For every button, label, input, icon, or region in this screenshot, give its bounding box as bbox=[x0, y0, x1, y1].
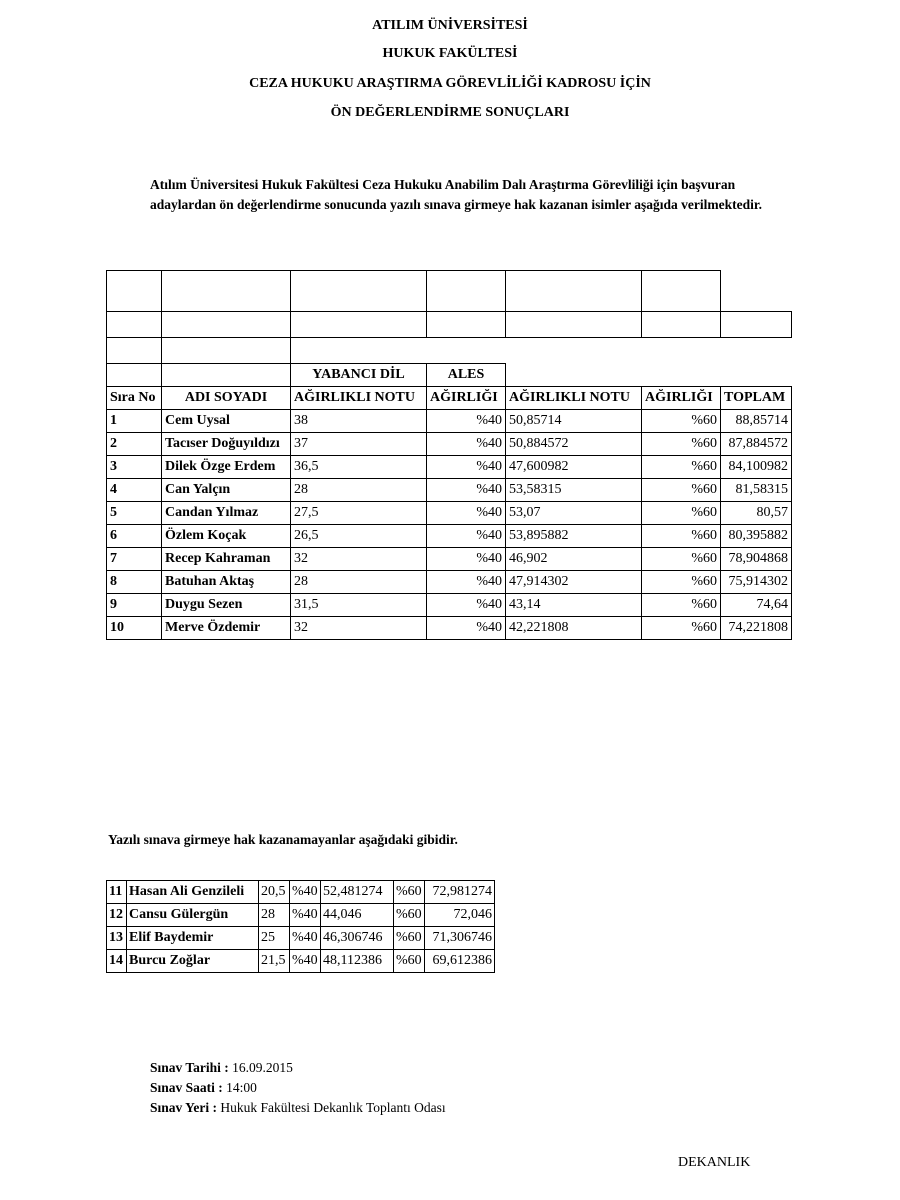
col-header-ales-score: AĞIRLIKLI NOTU bbox=[506, 387, 642, 410]
exam-time: Sınav Saati : 14:00 bbox=[150, 1080, 257, 1095]
cell-yd-score: 31,5 bbox=[291, 594, 427, 617]
cell-yd-score: 26,5 bbox=[291, 525, 427, 548]
cell-sira: 11 bbox=[107, 881, 127, 904]
cell-total: 78,904868 bbox=[721, 548, 792, 571]
position-title: CEZA HUKUKU ARAŞTIRMA GÖREVLİLİĞİ KADROSU İÇİN bbox=[249, 76, 651, 91]
cell-yd-score: 28 bbox=[259, 904, 290, 927]
cell-total: 84,100982 bbox=[721, 456, 792, 479]
not-qualified-note: Yazılı sınava girmeye hak kazanamayanlar aşağıdaki gibidir. bbox=[108, 832, 458, 847]
cell-ales-weight: %60 bbox=[642, 525, 721, 548]
cell-name: Özlem Koçak bbox=[162, 525, 291, 548]
group-header-ales: ALES bbox=[427, 364, 506, 387]
cell-yd-weight: %40 bbox=[427, 456, 506, 479]
cell-ales-score: 47,914302 bbox=[506, 571, 642, 594]
cell-yd-weight: %40 bbox=[427, 571, 506, 594]
cell-ales-weight: %60 bbox=[642, 548, 721, 571]
cell-yd-weight: %40 bbox=[290, 881, 321, 904]
blank-row bbox=[107, 271, 792, 312]
cell-yd-score: 28 bbox=[291, 571, 427, 594]
not-qualified-body bbox=[107, 881, 495, 973]
cell-ales-weight: %60 bbox=[642, 502, 721, 525]
col-header-yd-score: AĞIRLIKLI NOTU bbox=[291, 387, 427, 410]
cell-ales-score: 48,112386 bbox=[321, 950, 394, 973]
cell-total: 69,612386 bbox=[425, 950, 495, 973]
cell-yd-score: 37 bbox=[291, 433, 427, 456]
cell-name: Tacıser Doğuyıldızı bbox=[162, 433, 291, 456]
cell-ales-weight: %60 bbox=[394, 904, 425, 927]
cell-ales-score: 47,600982 bbox=[506, 456, 642, 479]
cell-yd-score: 21,5 bbox=[259, 950, 290, 973]
cell-total: 87,884572 bbox=[721, 433, 792, 456]
cell-ales-weight: %60 bbox=[394, 950, 425, 973]
col-header-yd-weight: AĞIRLIĞI bbox=[427, 387, 506, 410]
table-row bbox=[107, 410, 792, 433]
col-header-sira: Sıra No bbox=[107, 387, 162, 410]
table-row bbox=[107, 433, 792, 456]
cell-sira: 13 bbox=[107, 927, 127, 950]
table-row bbox=[107, 881, 495, 904]
cell-total: 75,914302 bbox=[721, 571, 792, 594]
faculty-title: HUKUK FAKÜLTESİ bbox=[382, 46, 518, 61]
exam-info bbox=[150, 1058, 446, 1118]
exam-place: Sınav Yeri : Hukuk Fakültesi Dekanlık Toplantı Odası bbox=[150, 1100, 446, 1115]
cell-total: 72,981274 bbox=[425, 881, 495, 904]
cell-total: 72,046 bbox=[425, 904, 495, 927]
cell-yd-weight: %40 bbox=[427, 617, 506, 640]
cell-sira: 3 bbox=[107, 456, 162, 479]
cell-sira: 8 bbox=[107, 571, 162, 594]
cell-yd-weight: %40 bbox=[290, 904, 321, 927]
cell-yd-weight: %40 bbox=[427, 525, 506, 548]
cell-sira: 5 bbox=[107, 502, 162, 525]
cell-sira: 6 bbox=[107, 525, 162, 548]
group-header-row bbox=[107, 364, 792, 387]
cell-ales-weight: %60 bbox=[642, 617, 721, 640]
cell-name: Cansu Gülergün bbox=[127, 904, 259, 927]
table-row bbox=[107, 904, 495, 927]
cell-total: 80,395882 bbox=[721, 525, 792, 548]
table-row bbox=[107, 571, 792, 594]
cell-sira: 10 bbox=[107, 617, 162, 640]
cell-ales-weight: %60 bbox=[642, 456, 721, 479]
cell-ales-score: 53,58315 bbox=[506, 479, 642, 502]
cell-name: Recep Kahraman bbox=[162, 548, 291, 571]
table-row bbox=[107, 548, 792, 571]
cell-sira: 14 bbox=[107, 950, 127, 973]
results-title: ÖN DEĞERLENDİRME SONUÇLARI bbox=[330, 105, 570, 120]
cell-yd-weight: %40 bbox=[427, 502, 506, 525]
cell-name: Elif Baydemir bbox=[127, 927, 259, 950]
cell-yd-score: 36,5 bbox=[291, 456, 427, 479]
cell-total: 71,306746 bbox=[425, 927, 495, 950]
cell-sira: 1 bbox=[107, 410, 162, 433]
cell-name: Candan Yılmaz bbox=[162, 502, 291, 525]
cell-total: 88,85714 bbox=[721, 410, 792, 433]
cell-ales-score: 46,306746 bbox=[321, 927, 394, 950]
cell-sira: 12 bbox=[107, 904, 127, 927]
cell-ales-weight: %60 bbox=[642, 410, 721, 433]
cell-yd-weight: %40 bbox=[427, 433, 506, 456]
cell-sira: 4 bbox=[107, 479, 162, 502]
blank-row bbox=[107, 312, 792, 338]
cell-name: Burcu Zoğlar bbox=[127, 950, 259, 973]
cell-ales-score: 50,884572 bbox=[506, 433, 642, 456]
cell-ales-score: 50,85714 bbox=[506, 410, 642, 433]
cell-total: 74,64 bbox=[721, 594, 792, 617]
col-header-name: ADI SOYADI bbox=[162, 387, 291, 410]
results-table bbox=[106, 270, 792, 640]
cell-ales-score: 43,14 bbox=[506, 594, 642, 617]
cell-ales-weight: %60 bbox=[642, 571, 721, 594]
cell-ales-weight: %60 bbox=[394, 927, 425, 950]
table-row bbox=[107, 594, 792, 617]
cell-ales-weight: %60 bbox=[642, 433, 721, 456]
cell-total: 81,58315 bbox=[721, 479, 792, 502]
cell-yd-weight: %40 bbox=[427, 410, 506, 433]
not-qualified-table bbox=[106, 880, 495, 973]
cell-yd-score: 25 bbox=[259, 927, 290, 950]
cell-yd-weight: %40 bbox=[427, 594, 506, 617]
group-header-yabanci-dil: YABANCI DİL bbox=[291, 364, 427, 387]
cell-total: 74,221808 bbox=[721, 617, 792, 640]
col-header-total: TOPLAM bbox=[721, 387, 792, 410]
cell-yd-score: 27,5 bbox=[291, 502, 427, 525]
col-header-ales-weight: AĞIRLIĞI bbox=[642, 387, 721, 410]
intro-paragraph: Atılım Üniversitesi Hukuk Fakültesi Ceza Hukuku Anabilim Dalı Araştırma Görevliliği için başvuran adaylardan ön değerlendirme sonucunda yazılı sınava girmeye hak kazanan isimler aşağıda verilmektedir. bbox=[150, 177, 763, 212]
cell-ales-weight: %60 bbox=[642, 594, 721, 617]
column-header-row bbox=[107, 387, 792, 410]
cell-ales-weight: %60 bbox=[394, 881, 425, 904]
signature: DEKANLIK bbox=[678, 1155, 751, 1170]
cell-yd-score: 20,5 bbox=[259, 881, 290, 904]
cell-yd-weight: %40 bbox=[427, 479, 506, 502]
cell-ales-score: 53,895882 bbox=[506, 525, 642, 548]
blank-row bbox=[107, 338, 792, 364]
table-row bbox=[107, 927, 495, 950]
cell-yd-score: 38 bbox=[291, 410, 427, 433]
cell-ales-score: 44,046 bbox=[321, 904, 394, 927]
table-row bbox=[107, 950, 495, 973]
results-body bbox=[107, 410, 792, 640]
cell-ales-score: 52,481274 bbox=[321, 881, 394, 904]
cell-name: Merve Özdemir bbox=[162, 617, 291, 640]
cell-yd-weight: %40 bbox=[427, 548, 506, 571]
cell-yd-score: 32 bbox=[291, 548, 427, 571]
cell-name: Hasan Ali Genzileli bbox=[127, 881, 259, 904]
cell-yd-score: 32 bbox=[291, 617, 427, 640]
cell-ales-score: 46,902 bbox=[506, 548, 642, 571]
cell-name: Duygu Sezen bbox=[162, 594, 291, 617]
cell-name: Dilek Özge Erdem bbox=[162, 456, 291, 479]
table-row bbox=[107, 525, 792, 548]
cell-name: Batuhan Aktaş bbox=[162, 571, 291, 594]
university-title: ATILIM ÜNİVERSİTESİ bbox=[372, 18, 528, 33]
cell-yd-score: 28 bbox=[291, 479, 427, 502]
cell-name: Cem Uysal bbox=[162, 410, 291, 433]
cell-sira: 9 bbox=[107, 594, 162, 617]
exam-date: Sınav Tarihi : 16.09.2015 bbox=[150, 1060, 293, 1075]
cell-ales-score: 42,221808 bbox=[506, 617, 642, 640]
table-row bbox=[107, 456, 792, 479]
cell-sira: 7 bbox=[107, 548, 162, 571]
table-row bbox=[107, 479, 792, 502]
table-row bbox=[107, 502, 792, 525]
cell-ales-score: 53,07 bbox=[506, 502, 642, 525]
cell-total: 80,57 bbox=[721, 502, 792, 525]
cell-yd-weight: %40 bbox=[290, 950, 321, 973]
cell-ales-weight: %60 bbox=[642, 479, 721, 502]
cell-sira: 2 bbox=[107, 433, 162, 456]
cell-name: Can Yalçın bbox=[162, 479, 291, 502]
cell-yd-weight: %40 bbox=[290, 927, 321, 950]
table-row bbox=[107, 617, 792, 640]
